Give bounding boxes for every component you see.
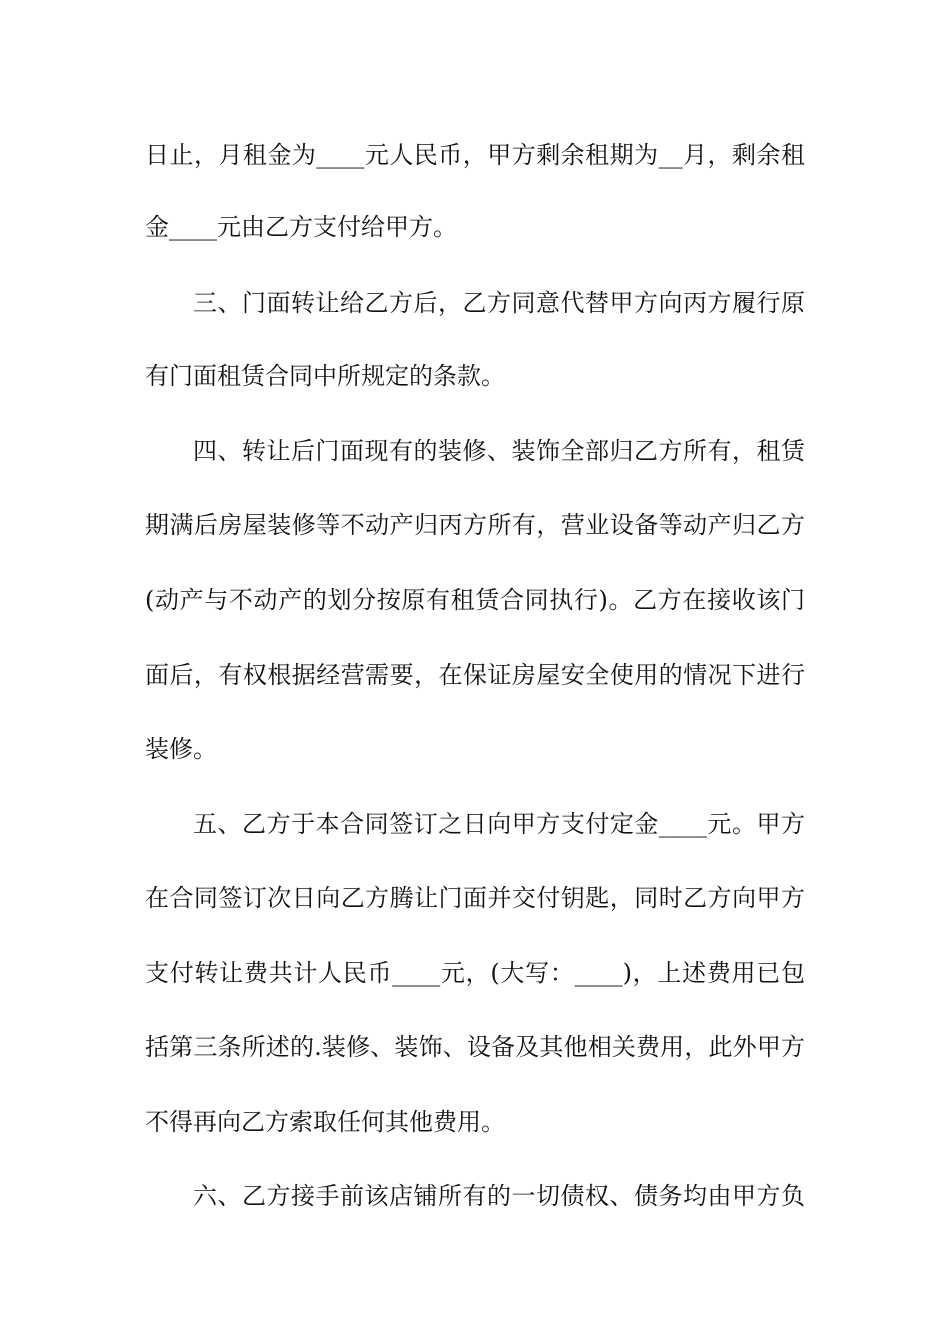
- clause-5-line-5: 不得再向乙方索取任何其他费用。: [145, 1108, 505, 1136]
- clause-3-line-2: 有门面租赁合同中所规定的条款。: [145, 362, 505, 390]
- clause-4-line-5: 装修。: [145, 735, 217, 763]
- clause-4-line-2: 期满后房屋装修等不动产归丙方所有，营业设备等动产归乙方: [145, 511, 805, 539]
- clause-5-line-1: 五、乙方于本合同签订之日向甲方支付定金____元。甲方: [193, 810, 805, 838]
- text-line-1: 日止，月租金为____元人民币，甲方剩余租期为__月，剩余租: [145, 141, 805, 169]
- clause-5-line-2: 在合同签订次日向乙方腾让门面并交付钥匙，同时乙方向甲方: [145, 884, 805, 912]
- clause-6-line-1: 六、乙方接手前该店铺所有的一切债权、债务均由甲方负: [193, 1182, 805, 1210]
- text-line-2: 金____元由乙方支付给甲方。: [145, 213, 457, 241]
- clause-4-line-1: 四、转让后门面现有的装修、装饰全部归乙方所有，租赁: [193, 437, 805, 465]
- clause-5-line-4: 括第三条所述的.装修、装饰、设备及其他相关费用，此外甲方: [145, 1033, 805, 1061]
- clause-5-line-3: 支付转让费共计人民币____元，(大写：____)，上述费用已包: [145, 959, 805, 987]
- clause-4-line-3: (动产与不动产的划分按原有租赁合同执行)。乙方在接收该门: [145, 586, 805, 614]
- clause-4-line-4: 面后，有权根据经营需要，在保证房屋安全使用的情况下进行: [145, 661, 805, 689]
- clause-3-line-1: 三、门面转让给乙方后，乙方同意代替甲方向丙方履行原: [193, 289, 805, 317]
